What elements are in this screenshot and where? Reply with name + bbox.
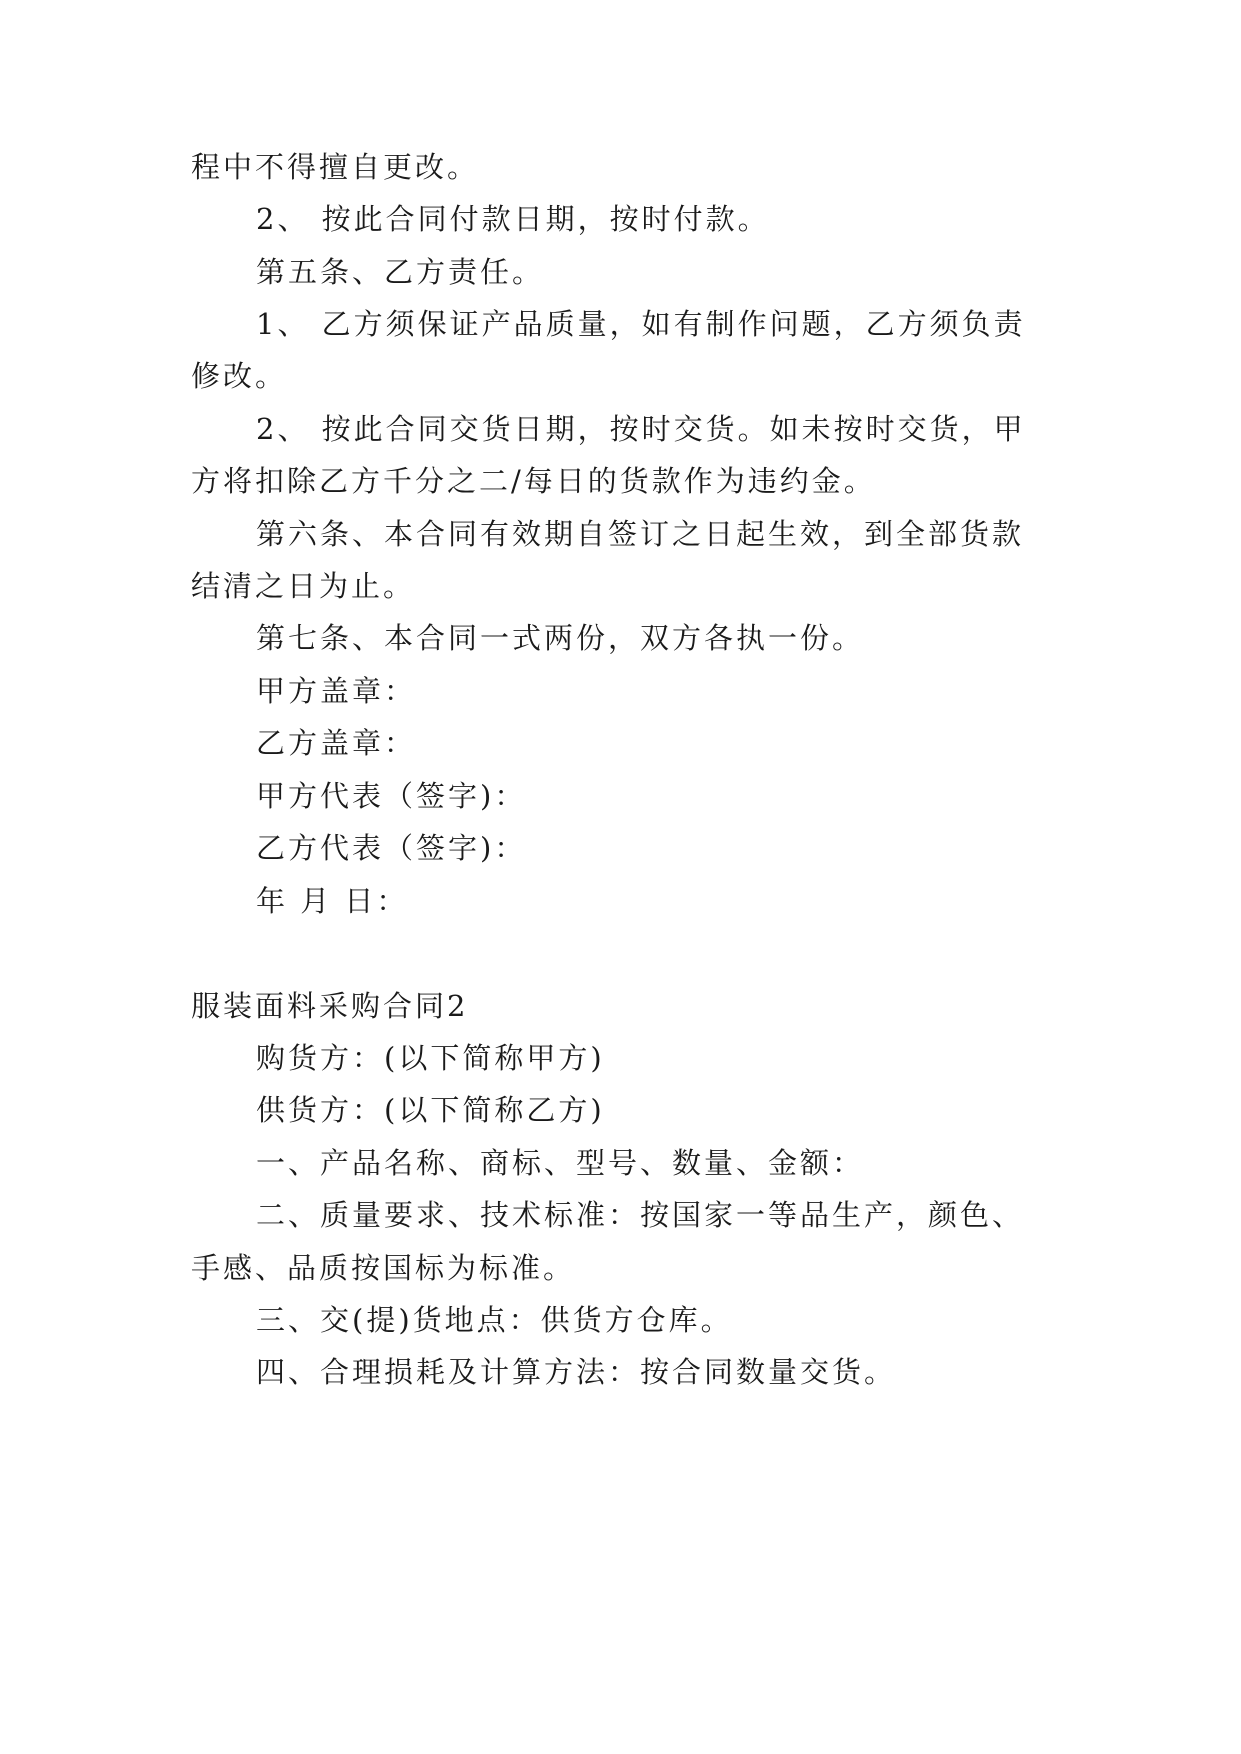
paragraph-line: 1、 乙方须保证产品质量，如有制作问题，乙方须负责 [256, 307, 1026, 341]
section-heading: 一、产品名称、商标、型号、数量、金额： [256, 1146, 865, 1180]
paragraph-line: 第六条、本合同有效期自签订之日起生效，到全部货款 [256, 517, 1025, 551]
contract-title: 服装面料采购合同2 [191, 989, 469, 1023]
paragraph-line: 2、 按此合同付款日期，按时付款。 [256, 202, 770, 236]
party-b-signature-label: 乙方代表（签字)： [256, 831, 527, 865]
party-a-signature-label: 甲方代表（签字)： [256, 779, 527, 813]
paragraph-line: 方将扣除乙方千分之二/每日的货款作为违约金。 [191, 464, 876, 498]
paragraph-line: 第七条、本合同一式两份，双方各执一份。 [256, 621, 865, 655]
section-heading: 第五条、乙方责任。 [256, 255, 545, 289]
paragraph-line: 二、质量要求、技术标准：按国家一等品生产，颜色、 [256, 1198, 1025, 1232]
paragraph-line: 三、交(提)货地点：供货方仓库。 [256, 1303, 733, 1337]
buyer-line: 购货方：(以下简称甲方) [256, 1041, 605, 1075]
party-b-seal-label: 乙方盖章： [256, 726, 417, 760]
paragraph-line: 结清之日为止。 [191, 569, 416, 603]
paragraph-line: 程中不得擅自更改。 [191, 150, 480, 184]
paragraph-line: 四、合理损耗及计算方法：按合同数量交货。 [256, 1355, 897, 1389]
party-a-seal-label: 甲方盖章： [256, 674, 417, 708]
paragraph-line: 修改。 [191, 359, 288, 393]
paragraph-line: 手感、品质按国标为标准。 [191, 1251, 576, 1285]
paragraph-line: 2、 按此合同交货日期，按时交货。如未按时交货，甲 [256, 412, 1026, 446]
date-label: 年 月 日： [256, 884, 409, 918]
supplier-line: 供货方：(以下简称乙方) [256, 1093, 605, 1127]
